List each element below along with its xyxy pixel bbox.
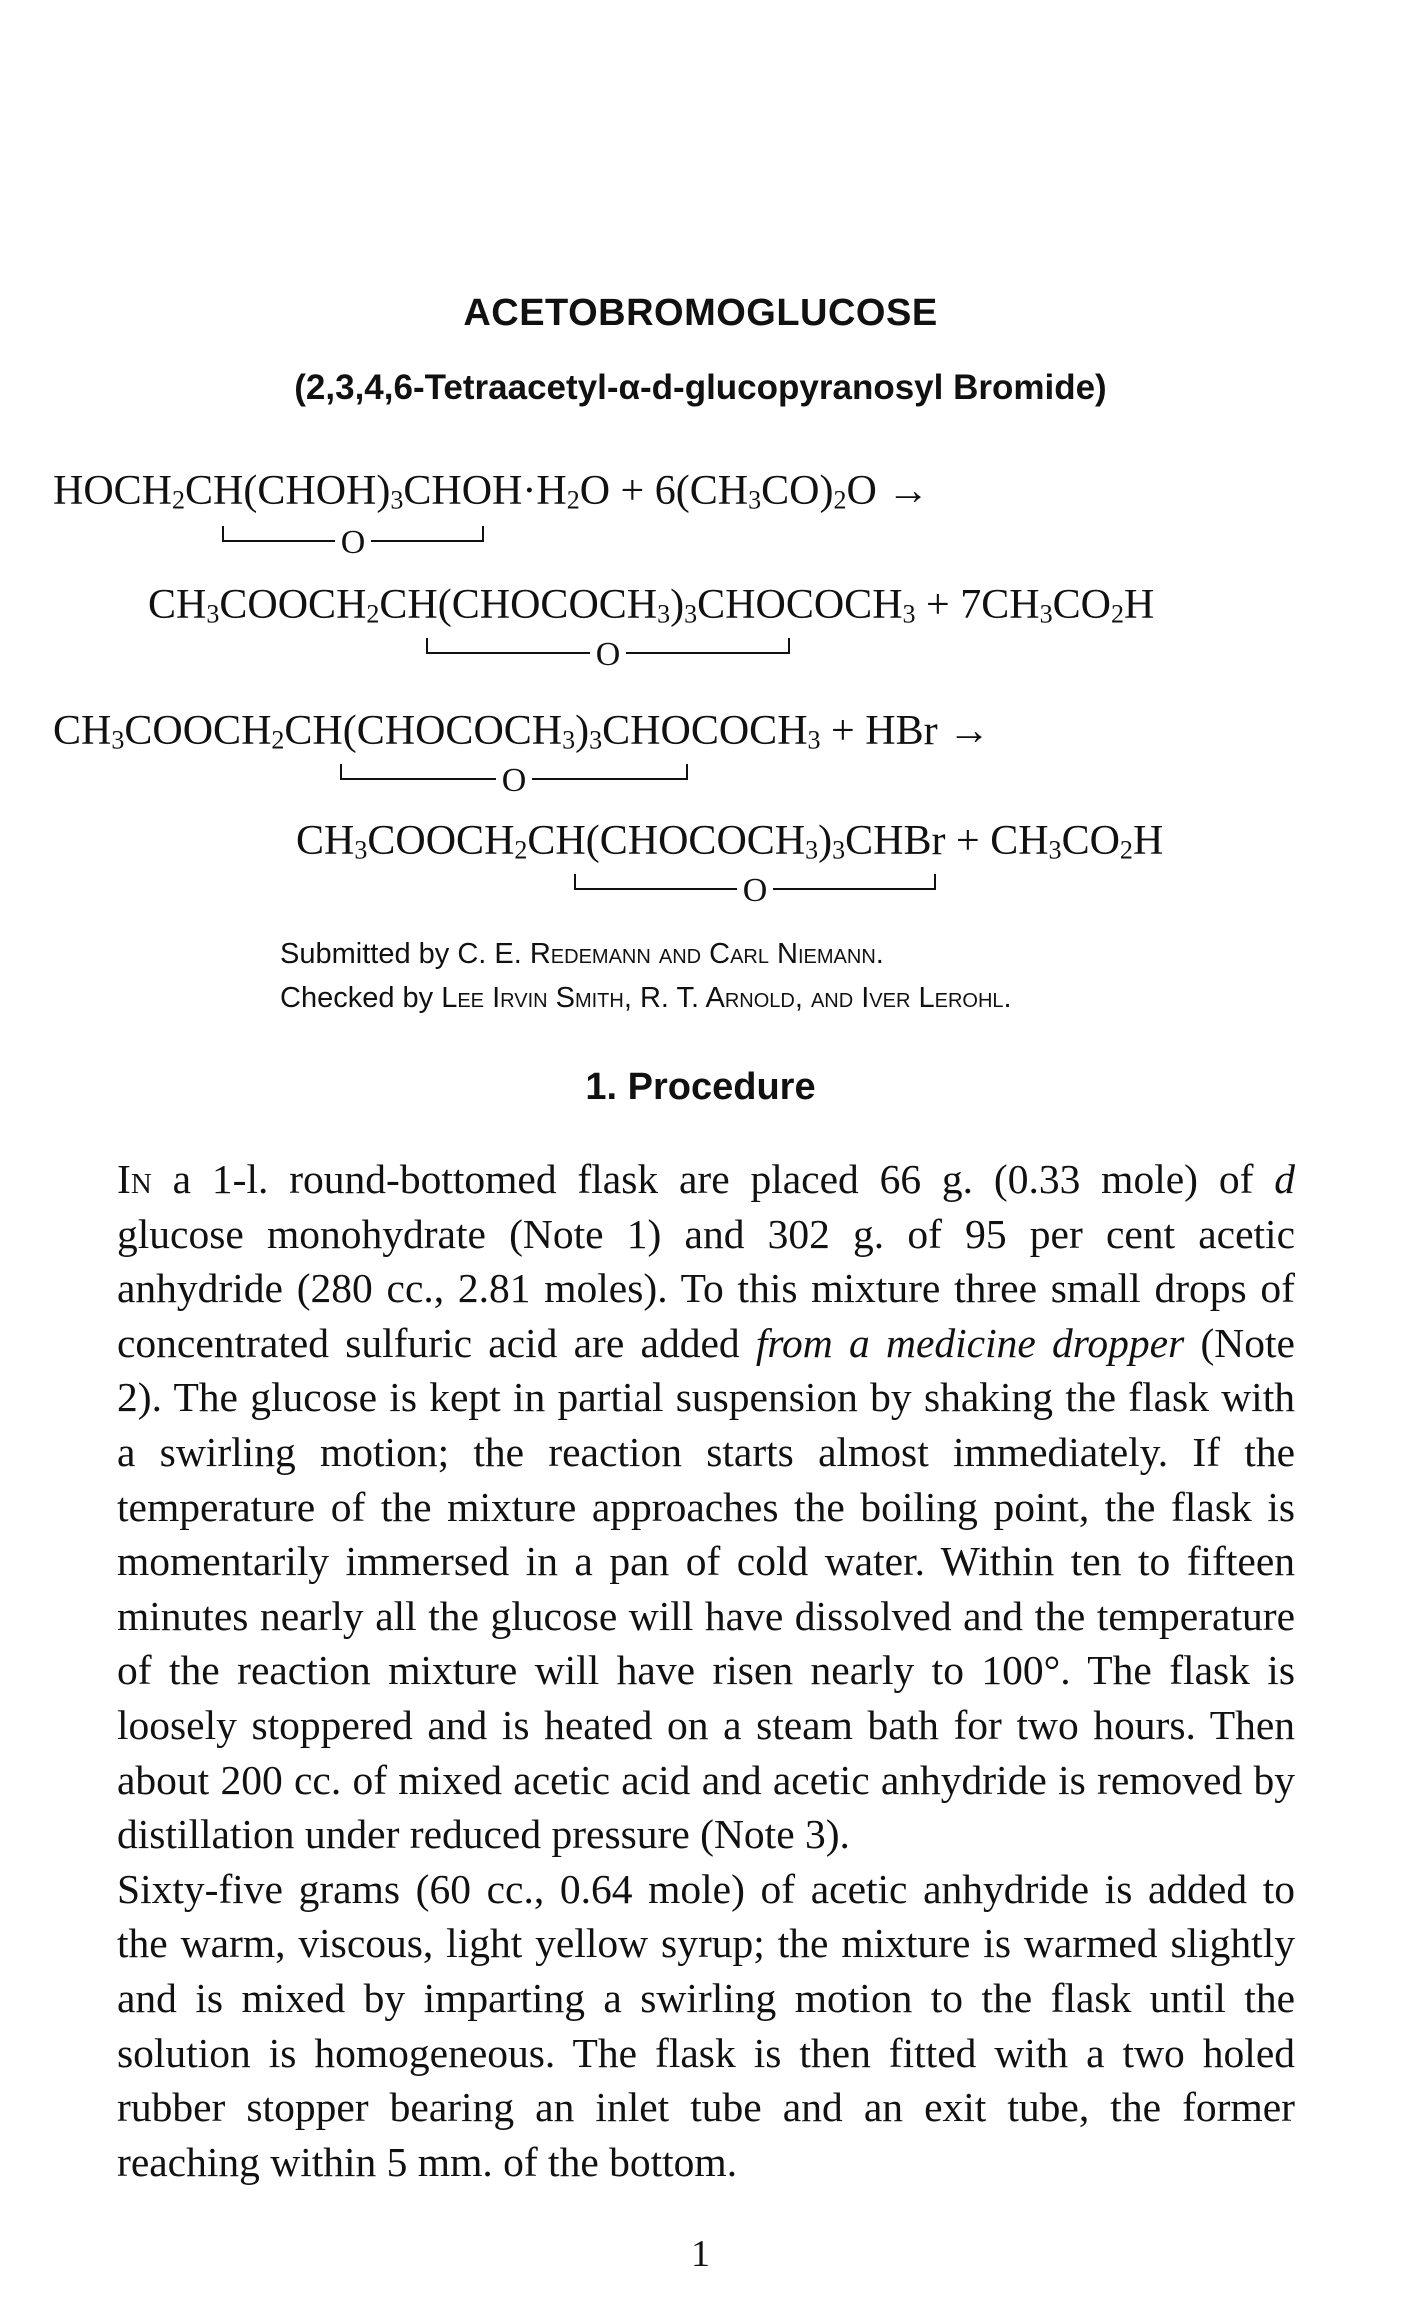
- submitted-prefix: Submitted by: [280, 938, 450, 970]
- ring-oxygen-label: O: [340, 524, 366, 561]
- submitted-by-line: [280, 938, 884, 971]
- equation-1-line: $HOCH_2CH(CHOH)_3CHOH\cdot H_2O + 6(CH_3CO)_2O$ →: [53, 468, 930, 515]
- paragraph-1-text-a: a 1-l. round-bottomed flask are placed 66 g. (0.33 mole) of: [151, 1156, 1275, 1202]
- submitted-names: C. E. Redemann and Carl Niemann.: [457, 938, 884, 970]
- ring-bracket-right: [773, 874, 936, 890]
- compound-subtitle: (2,3,4,6-Tetraacetyl-α-d-glucopyranosyl Bromide): [294, 368, 1107, 407]
- paragraph-1-text-c: (Note 2). The glucose is kept in partial suspension by shaking the flask with a swirling motion; the reaction starts almost immediately. If the temperature of the mixture approaches the boiling point, the flask is momentarily immersed in a pan of cold water. Within ten to fifteen minutes nearly all the glucose will have dissolved and the temperature of the reaction mixture will have risen nearly to 100°. The flask is loosely stoppered and is heated on a steam bath for two hours. Then about 200 cc. of mixed acetic acid and acetic anhydride is removed by distillation under reduced pressure (Note 3).: [117, 1319, 1295, 1858]
- procedure-paragraph-1: [117, 1152, 1295, 1862]
- equation-2-line: $CH_3COOCH_2CH(CHOCOCH_3)_3CHOCOCH_3 + 7CH_3CO_2H$: [148, 582, 1155, 629]
- paragraph-1-d-italic: d: [1274, 1156, 1295, 1202]
- ring-bracket-left: [426, 638, 590, 654]
- page-number: 1: [691, 2233, 710, 2275]
- paragraph-lead: In: [117, 1156, 152, 1202]
- checked-prefix: Checked by: [280, 982, 434, 1014]
- paragraph-1-italic-phrase: from a medicine dropper: [755, 1319, 1185, 1366]
- checked-names: Lee Irvin Smith, R. T. Arnold, and Iver Lerohl.: [441, 982, 1012, 1014]
- equation-1-ring: [222, 524, 484, 561]
- ring-oxygen-label: O: [501, 762, 527, 799]
- ring-bracket-left: [574, 874, 737, 890]
- ring-oxygen-label: O: [742, 872, 768, 909]
- equation-3-line: $CH_3COOCH_2CH(CHOCOCH_3)_3CHOCOCH_3$ + HBr →: [53, 708, 991, 755]
- compound-title: ACETOBROMOGLUCOSE: [463, 292, 938, 334]
- equation-2-ring: [426, 636, 790, 673]
- equation-4-ring: [574, 872, 936, 909]
- ring-bracket-right: [371, 526, 484, 542]
- ring-bracket-right: [626, 638, 790, 654]
- equation-3-ring: [340, 762, 688, 799]
- equation-4-line: $CH_3COOCH_2CH(CHOCOCH_3)_3CHBr + CH_3CO_2H$: [296, 818, 1164, 865]
- ring-oxygen-label: O: [595, 636, 621, 673]
- ring-bracket-left: [222, 526, 335, 542]
- ring-bracket-left: [340, 764, 496, 780]
- section-heading: 1. Procedure: [585, 1066, 816, 1108]
- procedure-paragraph-2: Sixty-five grams (60 cc., 0.64 mole) of acetic anhydride is added to the warm, viscous, light yellow syrup; the mixture is warmed slightly and is mixed by imparting a swirling motion to the flask until the solution is homogeneous. The flask is then fitted with a two holed rubber stopper bearing an inlet tube and an exit tube, the former reaching within 5 mm. of the bottom.: [117, 1865, 1295, 2185]
- checked-by-line: [280, 982, 1012, 1015]
- procedure-body: [117, 1152, 1295, 2189]
- ring-bracket-right: [532, 764, 688, 780]
- paragraph-1-text-b: glucose monohydrate (Note 1) and 302 g. of 95 per cent acetic anhydride (280 cc., 2.81 moles). To this mixture three small drops of concentrated sulfuric acid are added: [117, 1210, 1295, 1366]
